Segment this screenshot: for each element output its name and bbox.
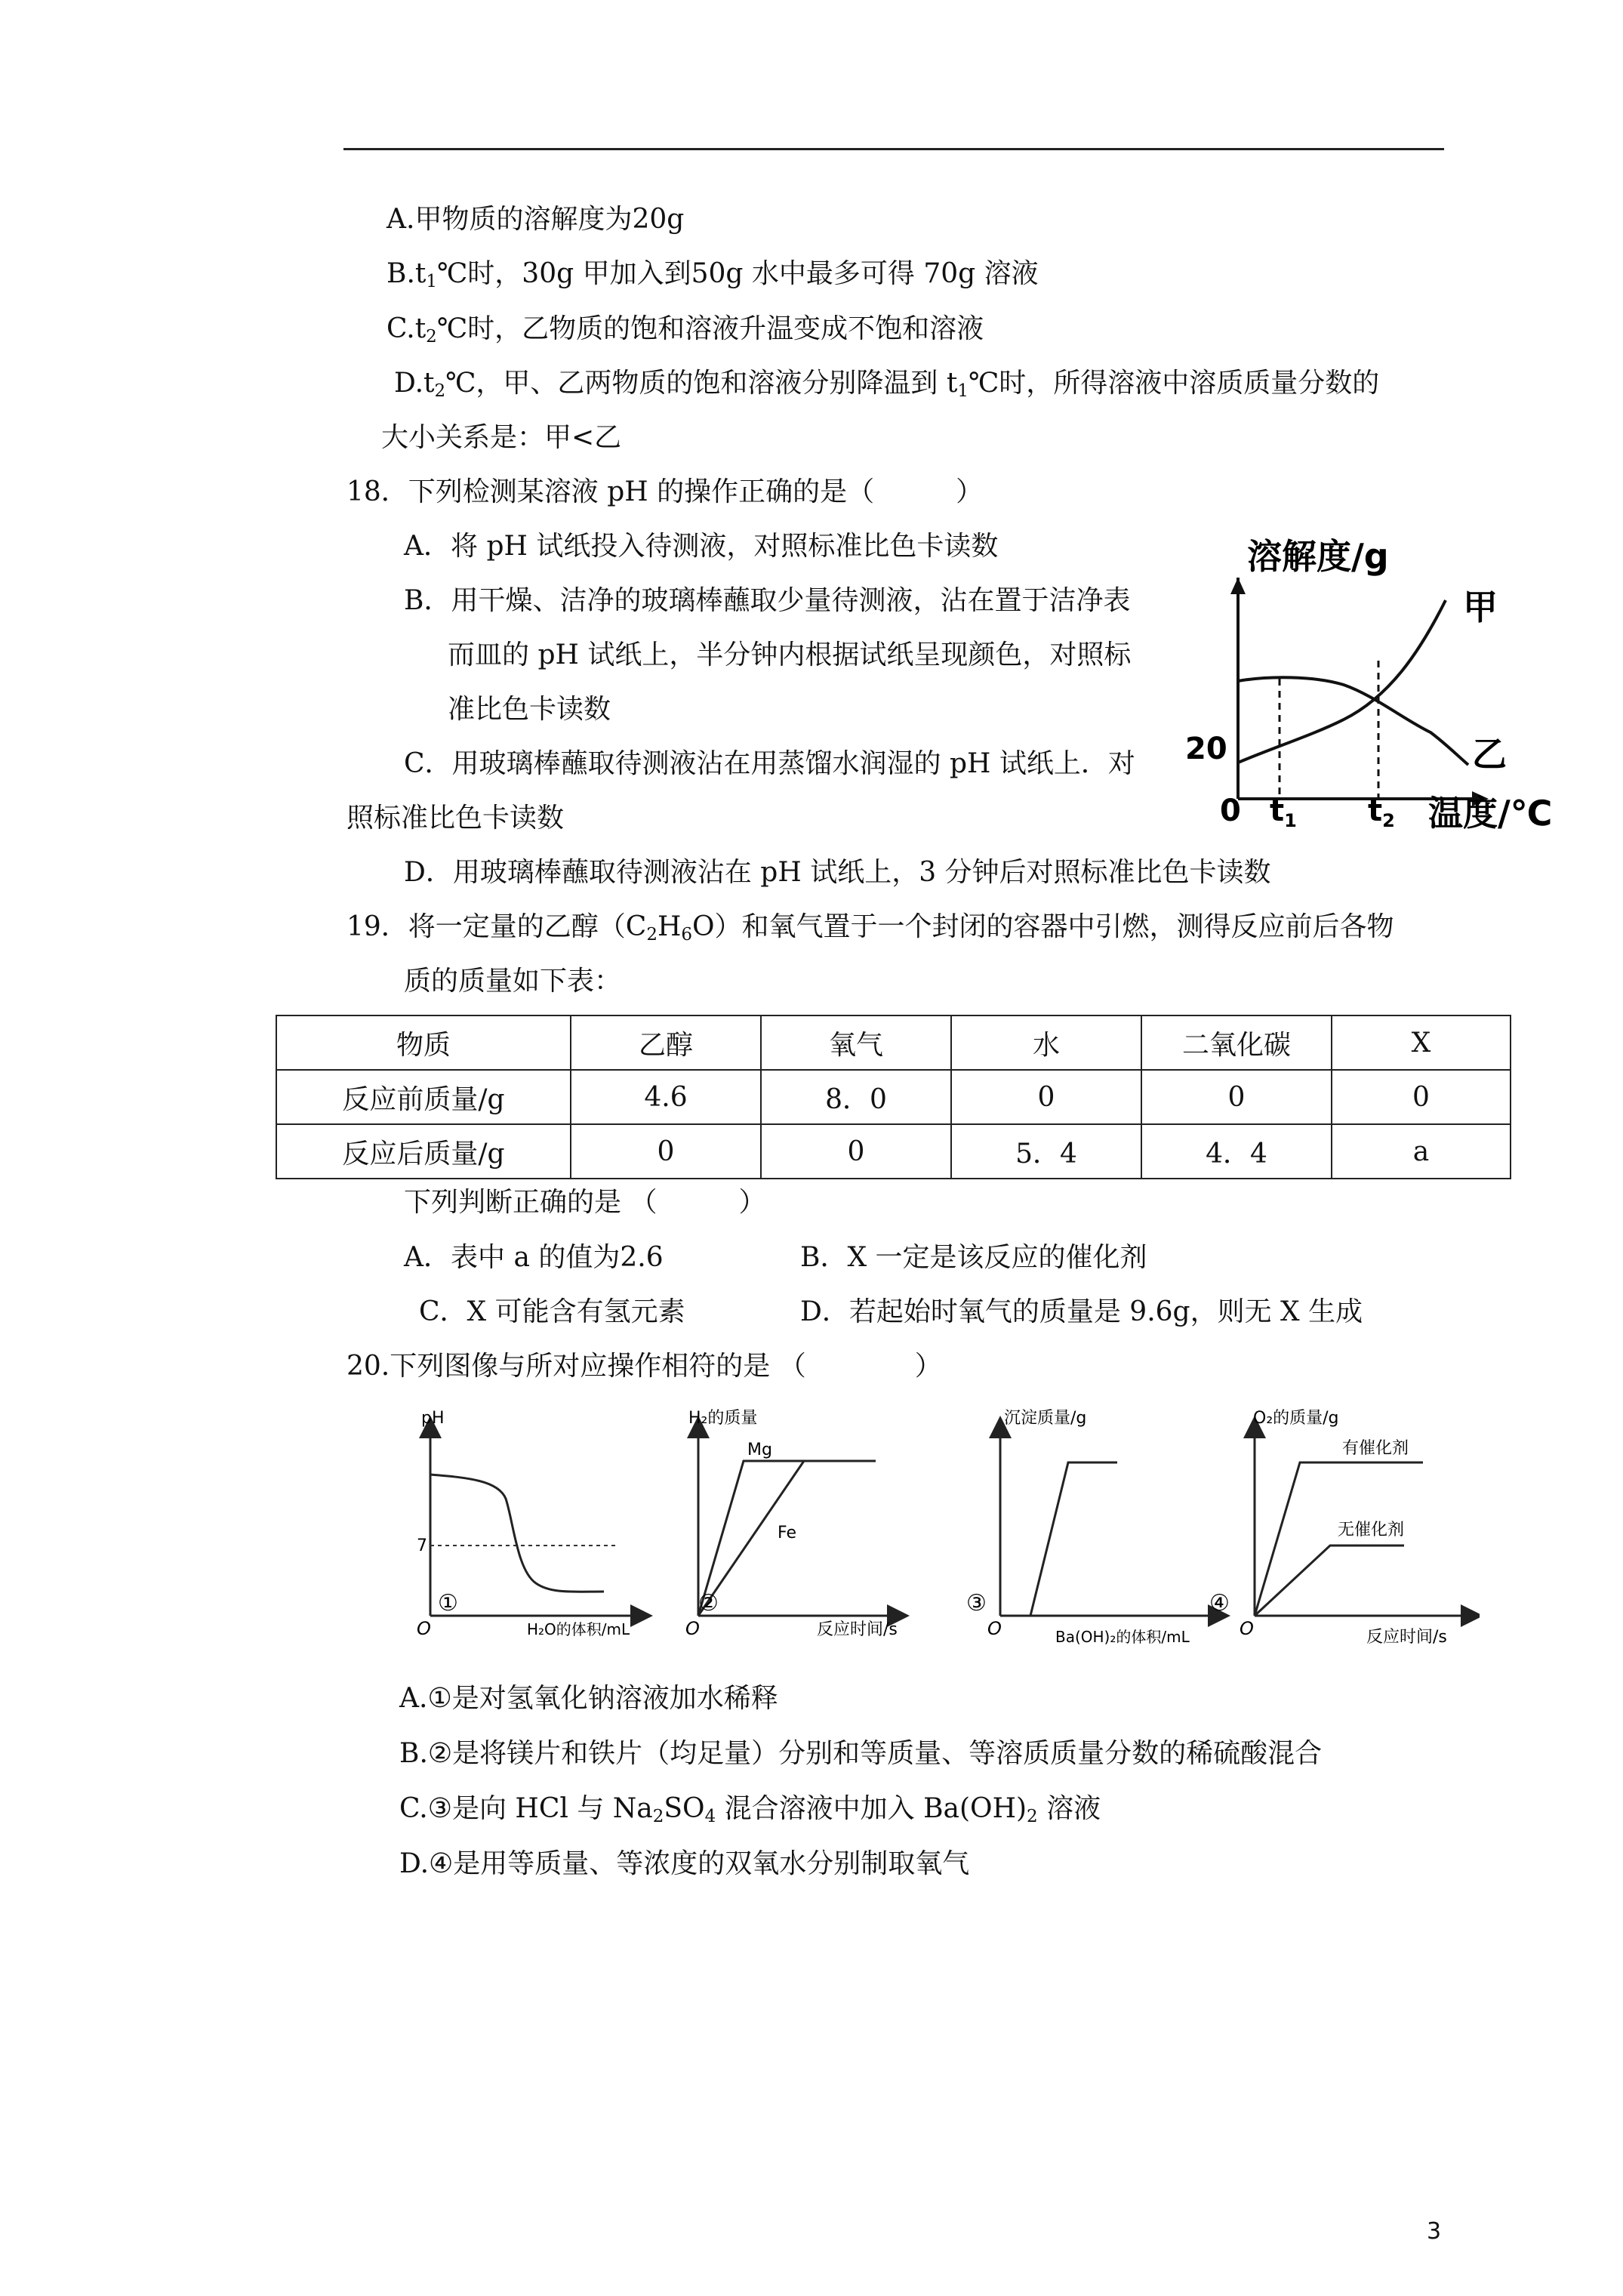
graph-xtick-t2: $t_2$: [1368, 794, 1395, 831]
graph-ylabel: 溶解度/g: [1247, 536, 1389, 577]
header-rule: [343, 148, 1444, 150]
graph2-number: ②: [698, 1590, 719, 1616]
mass-table: [276, 1015, 1511, 1179]
curve-yi-label: 乙: [1472, 734, 1507, 775]
q19-option-b: B．X 一定是该反应的催化剂: [800, 1242, 1147, 1273]
q18-option-c-cont: 照标准比色卡读数: [346, 803, 565, 834]
graph-origin: 0: [1220, 794, 1241, 828]
q19-option-d: D．若起始时氧气的质量是 9.6g，则无 X 生成: [800, 1296, 1363, 1327]
q18-option-c: C．用玻璃棒蘸取待测液沾在用蒸馏水润湿的 pH 试纸上．对: [404, 748, 1135, 779]
table-cell: 0: [571, 1124, 761, 1179]
q19-option-a: A．表中 a 的值为2.6: [404, 1242, 664, 1273]
graph3-xlabel: Ba(OH)₂的体积/mL: [1055, 1628, 1190, 1646]
q19-prompt: 下列判断正确的是 （ ）: [404, 1187, 766, 1218]
table-cell: 4．4: [1141, 1124, 1332, 1179]
q20-option-b: B.②是将镁片和铁片（均足量）分别和等质量、等溶质质量分数的稀硫酸混合: [399, 1738, 1323, 1769]
q18-option-b-cont2: 准比色卡读数: [448, 694, 611, 725]
table-cell: 反应后质量/g: [276, 1124, 571, 1179]
graph4-origin: O: [1240, 1618, 1254, 1639]
graph1-origin: O: [417, 1618, 431, 1639]
graph1-ylabel: pH: [421, 1409, 445, 1428]
graph2-fe-label: Fe: [778, 1524, 796, 1542]
table-cell: 4.6: [571, 1070, 761, 1124]
graph1-number: ①: [438, 1590, 458, 1616]
q18-option-d: D．用玻璃棒蘸取待测液沾在 pH 试纸上，3 分钟后对照标准比色卡读数: [404, 857, 1271, 888]
graph2-ylabel: H₂的质量: [688, 1409, 758, 1428]
graph-2: [685, 1409, 898, 1639]
table-header-cell: 乙醇: [571, 1015, 761, 1070]
graph1-tick7: 7: [417, 1536, 427, 1555]
graph2-mg-label: Mg: [747, 1441, 772, 1459]
table-row: [276, 1070, 1511, 1124]
graph-4: [1209, 1409, 1472, 1647]
graph4-with-catalyst-label: 有催化剂: [1342, 1439, 1409, 1458]
table-cell: 0: [1332, 1070, 1511, 1124]
q18-option-b-cont1: 而皿的 pH 试纸上，半分钟内根据试纸呈现颜色，对照标: [448, 639, 1132, 670]
graph3-precipitate-line: [1000, 1462, 1117, 1616]
table-cell: 0: [951, 1070, 1141, 1124]
graph3-origin: O: [987, 1618, 1002, 1639]
table-header-cell: 物质: [276, 1015, 571, 1070]
graph-xtick-t1: $t_1$: [1270, 794, 1297, 831]
page-number: 3: [1427, 2218, 1442, 2245]
table-cell: 反应前质量/g: [276, 1070, 571, 1124]
graph-1: [417, 1409, 642, 1639]
graph2-origin: O: [685, 1618, 700, 1639]
graph-xlabel: 温度/℃: [1428, 793, 1553, 834]
table-row: [276, 1124, 1511, 1179]
graph4-xlabel: 反应时间/s: [1366, 1628, 1447, 1647]
q17-option-a: A.甲物质的溶解度为20g: [387, 204, 685, 235]
q19-stem-cont: 质的质量如下表：: [404, 966, 622, 997]
graph4-without-catalyst-line: [1255, 1546, 1404, 1616]
solubility-graph: [1178, 525, 1585, 849]
table-cell: 0: [761, 1124, 951, 1179]
table-cell: 0: [1141, 1070, 1332, 1124]
q19-option-c: C．X 可能含有氢元素: [419, 1296, 685, 1327]
graph4-number: ④: [1209, 1590, 1230, 1616]
q20-stem: 20.下列图像与所对应操作相符的是 （ ）: [346, 1351, 942, 1382]
q18-stem: 18．下列检测某溶液 pH 的操作正确的是（ ）: [346, 476, 984, 507]
graph4-ylabel: O₂的质量/g: [1253, 1409, 1339, 1428]
q17-option-d: $D.t_2℃$，甲、乙两物质的饱和溶液分别降温到 $t_1℃$时，所得溶液中溶质质量分数的: [394, 368, 1380, 401]
q20-option-a: A.①是对氢氧化钠溶液加水稀释: [399, 1683, 778, 1714]
q18-option-a: A．将 pH 试纸投入待测液，对照标准比色卡读数: [404, 531, 999, 562]
q20-graphs: [408, 1408, 1480, 1657]
q17-option-b: $B.t_1℃$时，30g 甲加入到50g 水中最多可得 70g 溶液: [387, 258, 1039, 291]
q20-option-c: C.③是向 HCl 与 $Na_2SO_4$ 混合溶液中加入 $Ba(OH)_2$ 溶液: [399, 1793, 1101, 1826]
curve-jia: [1238, 600, 1446, 763]
table-header-cell: 二氧化碳: [1141, 1015, 1332, 1070]
graph1-xlabel: H₂O的体积/mL: [527, 1620, 630, 1638]
graph2-xlabel: 反应时间/s: [817, 1620, 898, 1639]
graph-ytick-20: 20: [1185, 732, 1227, 766]
graph3-ylabel: 沉淀质量/g: [1004, 1409, 1087, 1428]
table-header-cell: X: [1332, 1015, 1511, 1070]
q19-stem: 19．将一定量的乙醇$(C_2H_6O)$和氧气置于一个封闭的容器中引燃，测得反应前后各物: [346, 911, 1394, 945]
curve-jia-label: 甲: [1463, 587, 1498, 627]
q20-option-d: D.④是用等质量、等浓度的双氧水分别制取氧气: [399, 1848, 970, 1879]
table-cell: 8．0: [761, 1070, 951, 1124]
table-header-cell: 氧气: [761, 1015, 951, 1070]
graph4-without-catalyst-label: 无催化剂: [1338, 1521, 1405, 1539]
graph1-curve: [430, 1475, 604, 1592]
table-cell: 5．4: [951, 1124, 1141, 1179]
table-cell: a: [1332, 1124, 1511, 1179]
graph-3: [966, 1409, 1219, 1646]
table-header-cell: 水: [951, 1015, 1141, 1070]
curve-yi: [1238, 677, 1468, 765]
graph3-number: ③: [966, 1590, 987, 1616]
q18-option-b: B．用干燥、洁净的玻璃棒蘸取少量待测液，沾在置于洁净表: [404, 585, 1131, 616]
q17-option-d-cont: 大小关系是：甲<乙: [381, 422, 622, 453]
q17-option-c: $C.t_2℃$时，乙物质的饱和溶液升温变成不饱和溶液: [387, 313, 984, 347]
table-header-row: [276, 1015, 1511, 1070]
